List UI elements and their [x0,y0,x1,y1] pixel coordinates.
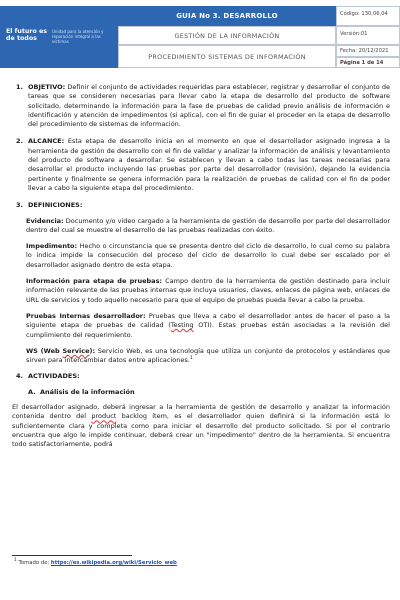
definition-term: Impedimento: [26,242,78,251]
code-cell [336,6,400,26]
subsection-analisis [28,388,390,397]
section-alcance [12,137,390,193]
page-number-cell [336,57,400,68]
section-number: 2. [16,137,23,146]
date-label: Fecha: 20/12/2021 [340,48,389,54]
footnote-prefix: Tomado de: [16,560,51,566]
section-heading: DEFINICIONES: [28,201,83,210]
definition-text: Servicio Web, es una tecnología que utiliza un conjunto de protocolos y estándares que sirven para intercambiar datos entre aplicaciones. [26,346,390,365]
page-number-label: Página 1 de 14 [340,60,384,66]
definition-term: Evidencia: [26,216,64,225]
organization-logo [0,6,118,68]
definition-term-service: Service [62,346,90,355]
footnote [14,560,177,566]
footnote-link[interactable]: https://es.wikipedia.org/wiki/Servicio_web [50,560,177,566]
definition-text: Hecho o circunstancia que se presenta dentro del ciclo de desarrollo, lo cual como su palabra lo indica impide la consecución del proceso del ciclo de desarrollo lo cual debe ser escalado por el desarrollador asignado dentro de esta etapa. [26,242,390,269]
version-label: Versión:01 [340,31,368,37]
section-objetivo [12,83,390,129]
footnote-divider [12,555,132,556]
definition-impedimento [26,242,390,270]
document-header [0,6,400,68]
code-label: Código: 130,06,04 [340,11,388,17]
section-text: Definir el conjunto de actividades requeridas para establecer, registrar y desarrollar el conjunto de tareas que se consideren necesarias para llevar cabo la etapa de desarrollo del producto de software solicitado, determinando la información para la fase de pruebas de calidad previo análisis de información e identificación y atención de impedimentos (si aplica), con el fin de guiar el proceder en la etapa de desarrollo del procedimiento de sistemas de información. [28,83,390,129]
definition-term: Información para etapa de pruebas: [26,277,163,286]
logo-subtitle: Unidad para la atención y reparación integral a las víctimas [52,29,104,44]
section-text: Esta etapa de desarrollo inicia en el momento en que el desarrollador asignado ingresa a la herramienta de gestión de desarrollo con el fin de validar y analizar la información de análisis y levantamiento del producto de software a desarrollar. Se establecen y llevan a cabo todas las tareas necesarias para desarrollar el producto incluyendo las pruebas por parte del desarrollador (revisión), dejando la evidencia pertinente y finalmente se genera información para la realización de pruebas de calidad con el fin de poder llevar a cabo la siguiente etapa del procedimiento. [28,137,390,192]
date-cell [336,45,400,57]
definition-text: Campo dentro de la herramienta de gestión destinado para incluir información relevante de las pruebas internas que incluya usuarios, claves, enlaces de página web, enlaces de URL de servicios y todo aquello necesario para que el equipo de pruebas pueda llevar a cabo la prueba. [26,277,391,304]
definition-term-close: ): [89,346,96,355]
section-heading: OBJETIVO: [28,83,66,91]
section-definiciones [12,201,390,210]
guide-title-cell [118,6,336,26]
footnote-reference[interactable]: 1 [189,355,193,361]
paragraph-text: backlog ítem, es el desarrollador quien definirá si la información está lo suficientemente clara y completa como para iniciar el desarrollo del producto solicitado. Si por el contrario encuentra que algo le impide continuar, deberá crear un "impedimento" dentro de la herramienta. Si encuentra todo satisfactoriamente, podrá [12,412,391,449]
paragraph-text-product: product [91,412,117,421]
definition-web-service [26,347,390,366]
definition-term: Pruebas Internas desarrollador: [26,311,146,320]
footnote-mark: 1 [14,558,17,564]
definition-text: Pruebas que lleva a cabo el desarrollador antes de hacer el paso a la siguiente etapa de pruebas de calidad ( [26,311,390,330]
version-cell [336,26,400,45]
subsection-title: Análisis de la información [40,387,135,396]
definition-term: WS (Web [26,346,63,355]
section-number: 4. [16,372,23,381]
section-heading: ALCANCE: [28,137,65,146]
definition-pruebas-internas [26,312,390,340]
definition-text-testing: Testing [170,321,194,330]
definition-evidencia [26,217,390,236]
definition-text: Documento y/o video cargado a la herramienta de gestión de desarrollo por parte del desarrollador dentro del cual se muestre el desarrollo de las pruebas realizadas con éxito. [26,216,390,234]
guide-title: GUIA No 3. DESARROLLO [176,12,278,20]
area-cell [118,26,336,45]
section-actividades [12,372,390,381]
definition-text: OTI). Estas pruebas están asociadas a la revisión del cumplimiento del requerimiento. [26,321,390,339]
definition-info-pruebas [26,277,390,305]
section-number: 1. [16,83,23,91]
subsection-number: A. [28,387,36,396]
paragraph-analisis [12,403,390,449]
document-body [12,83,390,450]
procedure-cell [118,45,336,68]
logo-title: El futuro es de todos [6,28,48,42]
paragraph-text: El desarrollador asignado, deberá ingresar a la herramienta de gestión de desarrollo y analizar la información contenida dentro del [12,403,390,421]
section-number: 3. [16,201,23,210]
procedure-label: PROCEDIMIENTO SISTEMAS DE INFORMACIÓN [148,53,306,61]
area-label: GESTIÓN DE LA INFORMACIÓN [174,32,280,40]
section-heading: ACTIVIDADES: [28,372,80,381]
